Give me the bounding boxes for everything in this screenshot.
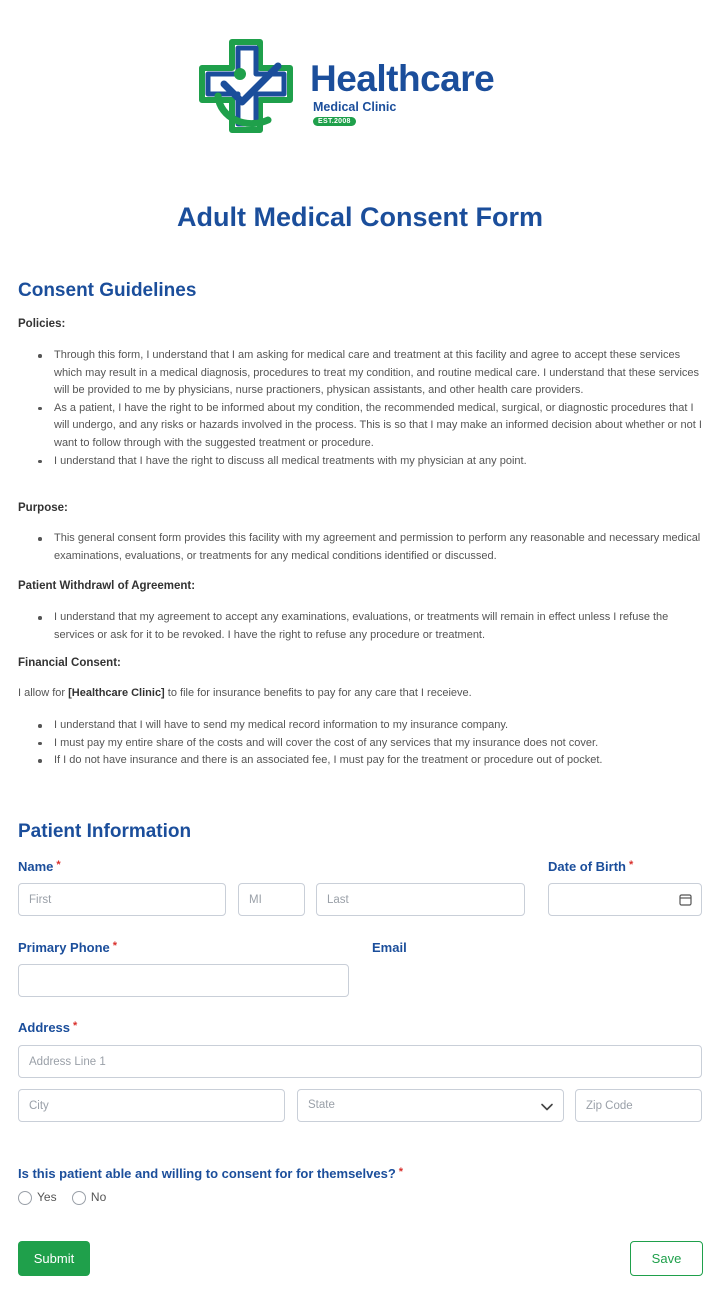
purpose-list [37,530,705,565]
address-line-1-input[interactable] [18,1045,702,1078]
radio-yes[interactable] [18,1191,32,1205]
list-item: This general consent form provides this facility with my agreement and permission to perform any reasonable and necessary medical examinations, evaluations, or treatments for any medical conditions identified or discussed. [37,530,705,565]
withdrawal-list [37,609,705,644]
consent-guidelines-title: Consent Guidelines [18,280,197,301]
state-select-value: State [308,1099,335,1111]
required-mark: * [73,1020,78,1032]
clinic-logo [196,38,536,148]
financial-intro: I allow for [Healthcare Clinic] to file for insurance benefits to pay for any care that I receieve. [18,687,472,699]
brand-subtitle: Medical Clinic [313,100,397,114]
list-item: I understand that I have the right to discuss all medical treatments with my physician at any point. [37,453,705,471]
brand-name: Healthcare [310,58,495,99]
established-badge: EST.2008 [313,117,356,126]
calendar-icon [679,893,692,906]
required-mark: * [56,859,61,871]
list-item: I understand that my agreement to accept any examinations, evaluations, or treatments will remain in effect unless I refuse the services or ask for it to be revoked. I have the right to refuse any procedure or treatment. [37,609,705,644]
policies-list [37,347,705,470]
list-item: If I do not have insurance and there is an associated fee, I must pay for the treatment or procedure out of pocket. [37,752,705,770]
list-item: I must pay my entire share of the costs and will cover the cost of any services that my insurance does not cover. [37,735,705,753]
consent-no-option[interactable]: No [72,1190,106,1205]
email-label: Email [372,940,407,955]
patient-information-title: Patient Information [18,821,192,842]
name-label: Name * [18,859,61,874]
state-select[interactable] [297,1089,564,1122]
required-mark: * [629,859,634,871]
submit-button[interactable]: Submit [18,1241,90,1276]
purpose-heading: Purpose: [18,502,68,514]
consent-yes-option[interactable]: Yes [18,1190,57,1205]
first-name-input[interactable] [18,883,226,916]
primary-phone-label: Primary Phone * [18,940,118,955]
date-of-birth-input[interactable] [548,883,702,916]
required-mark: * [398,1166,404,1178]
chevron-down-icon [540,1100,554,1114]
medical-cross-icon [196,38,304,146]
policies-heading: Policies: [18,318,66,330]
clinic-name-placeholder: [Healthcare Clinic] [68,687,165,699]
financial-list [37,717,705,770]
city-input[interactable] [18,1089,285,1122]
required-mark: * [112,940,118,952]
zip-code-input[interactable] [575,1089,702,1122]
dob-label: Date of Birth * [548,859,634,874]
save-button[interactable]: Save [630,1241,703,1276]
page-title: Adult Medical Consent Form [176,202,544,232]
address-label: Address * [18,1020,78,1035]
primary-phone-input[interactable] [18,964,349,997]
middle-initial-input[interactable] [238,883,305,916]
radio-no[interactable] [72,1191,86,1205]
last-name-input[interactable] [316,883,525,916]
list-item: Through this form, I understand that I am asking for medical care and treatment at this facility and agree to accept these services which may result in a medical diagnosis, procedures to treat my condition, and routine medical care. I understand that these services will be provided to me by physicians, nurse practioners, physican assistants, and other health care providers. [37,347,705,400]
consent-radio-group [18,1190,118,1205]
financial-heading: Financial Consent: [18,657,121,669]
list-item: As a patient, I have the right to be informed about my condition, the recommended medical, surgical, or diagnostic procedures that I will undergo, and any risks or hazards involved in the process. This is so that I may make an informed decision about whether or not I want to follow through with the suggested treatment or procedure. [37,400,705,453]
list-item: I understand that I will have to send my medical record information to my insurance company. [37,717,705,735]
withdrawal-heading: Patient Withdrawl of Agreement: [18,580,196,592]
consent-question-label: Is this patient able and willing to consent for for themselves? * [18,1166,404,1181]
